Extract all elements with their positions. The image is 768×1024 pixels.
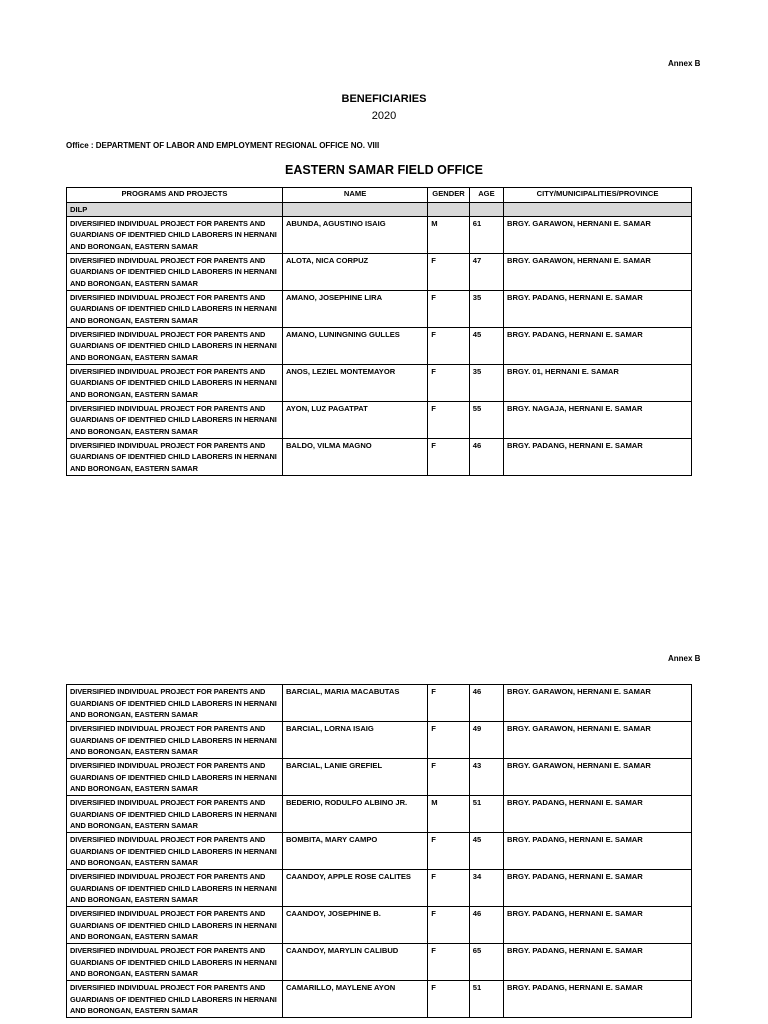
gender-cell: F [428, 907, 470, 944]
location-cell: BRGY. PADANG, HERNANI E. SAMAR [504, 833, 692, 870]
program-cell: DIVERSIFIED INDIVIDUAL PROJECT FOR PARENTS AND GUARDIANS OF IDENTFIED CHILD LABORERS IN HERNANI AND BORONGAN, EASTERN SAMAR [67, 685, 283, 722]
program-cell: DIVERSIFIED INDIVIDUAL PROJECT FOR PARENTS AND GUARDIANS OF IDENTFIED CHILD LABORERS IN HERNANI AND BORONGAN, EASTERN SAMAR [67, 759, 283, 796]
location-cell: BRGY. PADANG, HERNANI E. SAMAR [504, 796, 692, 833]
table-row [67, 685, 692, 722]
gender-cell: F [428, 870, 470, 907]
name-cell: AMANO, JOSEPHINE LIRA [282, 290, 427, 327]
location-cell: BRGY. PADANG, HERNANI E. SAMAR [504, 438, 692, 475]
table-row [67, 796, 692, 833]
name-cell: BARCIAL, LORNA ISAIG [282, 722, 427, 759]
table-row [67, 290, 692, 327]
location-cell: BRGY. 01, HERNANI E. SAMAR [504, 364, 692, 401]
header-programs: PROGRAMS AND PROJECTS [67, 188, 283, 203]
table-row [67, 216, 692, 253]
program-cell: DIVERSIFIED INDIVIDUAL PROJECT FOR PARENTS AND GUARDIANS OF IDENTFIED CHILD LABORERS IN HERNANI AND BORONGAN, EASTERN SAMAR [67, 870, 283, 907]
name-cell: CAANDOY, MARYLIN CALIBUD [282, 944, 427, 981]
gender-cell: F [428, 253, 470, 290]
gender-cell: F [428, 401, 470, 438]
age-cell: 45 [469, 833, 503, 870]
table-row [67, 327, 692, 364]
table-row [67, 833, 692, 870]
table-row [67, 907, 692, 944]
age-cell: 46 [469, 907, 503, 944]
gender-cell: F [428, 364, 470, 401]
location-cell: BRGY. PADANG, HERNANI E. SAMAR [504, 981, 692, 1018]
program-cell: DIVERSIFIED INDIVIDUAL PROJECT FOR PARENTS AND GUARDIANS OF IDENTFIED CHILD LABORERS IN HERNANI AND BORONGAN, EASTERN SAMAR [67, 907, 283, 944]
document-year: 2020 [371, 110, 397, 122]
name-cell: CAANDOY, APPLE ROSE CALITES [282, 870, 427, 907]
program-cell: DIVERSIFIED INDIVIDUAL PROJECT FOR PARENTS AND GUARDIANS OF IDENTFIED CHILD LABORERS IN HERNANI AND BORONGAN, EASTERN SAMAR [67, 833, 283, 870]
name-cell: BARCIAL, LANIE GREFIEL [282, 759, 427, 796]
program-cell: DIVERSIFIED INDIVIDUAL PROJECT FOR PARENTS AND GUARDIANS OF IDENTFIED CHILD LABORERS IN HERNANI AND BORONGAN, EASTERN SAMAR [67, 364, 283, 401]
location-cell: BRGY. PADANG, HERNANI E. SAMAR [504, 907, 692, 944]
name-cell: CAMARILLO, MAYLENE AYON [282, 981, 427, 1018]
name-cell: ALOTA, NICA CORPUZ [282, 253, 427, 290]
gender-cell: F [428, 438, 470, 475]
location-cell: BRGY. PADANG, HERNANI E. SAMAR [504, 870, 692, 907]
gender-cell: F [428, 759, 470, 796]
location-cell: BRGY. PADANG, HERNANI E. SAMAR [504, 944, 692, 981]
location-cell: BRGY. GARAWON, HERNANI E. SAMAR [504, 685, 692, 722]
program-cell: DIVERSIFIED INDIVIDUAL PROJECT FOR PARENTS AND GUARDIANS OF IDENTFIED CHILD LABORERS IN HERNANI AND BORONGAN, EASTERN SAMAR [67, 401, 283, 438]
name-cell: ABUNDA, AGUSTINO ISAIG [282, 216, 427, 253]
table-row [67, 981, 692, 1018]
beneficiaries-table [66, 187, 692, 476]
program-cell: DIVERSIFIED INDIVIDUAL PROJECT FOR PARENTS AND GUARDIANS OF IDENTFIED CHILD LABORERS IN HERNANI AND BORONGAN, EASTERN SAMAR [67, 290, 283, 327]
name-cell: BEDERIO, RODULFO ALBINO JR. [282, 796, 427, 833]
table-row [67, 364, 692, 401]
table-row [67, 253, 692, 290]
table-row [67, 759, 692, 796]
age-cell: 34 [469, 870, 503, 907]
name-cell: BOMBITA, MARY CAMPO [282, 833, 427, 870]
table-row [67, 944, 692, 981]
gender-cell: M [428, 796, 470, 833]
program-cell: DIVERSIFIED INDIVIDUAL PROJECT FOR PARENTS AND GUARDIANS OF IDENTFIED CHILD LABORERS IN HERNANI AND BORONGAN, EASTERN SAMAR [67, 253, 283, 290]
name-cell: AYON, LUZ PAGATPAT [282, 401, 427, 438]
header-gender: GENDER [428, 188, 470, 203]
header-age: AGE [469, 188, 503, 203]
gender-cell: F [428, 833, 470, 870]
gender-cell: F [428, 290, 470, 327]
age-cell: 43 [469, 759, 503, 796]
program-cell: DIVERSIFIED INDIVIDUAL PROJECT FOR PARENTS AND GUARDIANS OF IDENTFIED CHILD LABORERS IN HERNANI AND BORONGAN, EASTERN SAMAR [67, 796, 283, 833]
program-cell: DIVERSIFIED INDIVIDUAL PROJECT FOR PARENTS AND GUARDIANS OF IDENTFIED CHILD LABORERS IN HERNANI AND BORONGAN, EASTERN SAMAR [67, 438, 283, 475]
location-cell: BRGY. PADANG, HERNANI E. SAMAR [504, 327, 692, 364]
office-line: Office : DEPARTMENT OF LABOR AND EMPLOYMENT REGIONAL OFFICE NO. VIII [66, 141, 380, 150]
header-name: NAME [282, 188, 427, 203]
gender-cell: F [428, 327, 470, 364]
program-cell: DIVERSIFIED INDIVIDUAL PROJECT FOR PARENTS AND GUARDIANS OF IDENTFIED CHILD LABORERS IN HERNANI AND BORONGAN, EASTERN SAMAR [67, 216, 283, 253]
gender-cell: M [428, 216, 470, 253]
age-cell: 61 [469, 216, 503, 253]
program-cell: DIVERSIFIED INDIVIDUAL PROJECT FOR PARENTS AND GUARDIANS OF IDENTFIED CHILD LABORERS IN HERNANI AND BORONGAN, EASTERN SAMAR [67, 944, 283, 981]
gender-cell: F [428, 685, 470, 722]
age-cell: 47 [469, 253, 503, 290]
table-header-row [67, 188, 692, 203]
age-cell: 35 [469, 290, 503, 327]
program-cell: DIVERSIFIED INDIVIDUAL PROJECT FOR PARENTS AND GUARDIANS OF IDENTFIED CHILD LABORERS IN HERNANI AND BORONGAN, EASTERN SAMAR [67, 327, 283, 364]
program-cell: DIVERSIFIED INDIVIDUAL PROJECT FOR PARENTS AND GUARDIANS OF IDENTFIED CHILD LABORERS IN HERNANI AND BORONGAN, EASTERN SAMAR [67, 981, 283, 1018]
annex-label: Annex B [668, 59, 701, 68]
location-cell: BRGY. GARAWON, HERNANI E. SAMAR [504, 216, 692, 253]
age-cell: 35 [469, 364, 503, 401]
age-cell: 45 [469, 327, 503, 364]
name-cell: AMANO, LUNINGNING GULLES [282, 327, 427, 364]
header-location: CITY/MUNICIPALITIES/PROVINCE [504, 188, 692, 203]
age-cell: 51 [469, 796, 503, 833]
age-cell: 49 [469, 722, 503, 759]
age-cell: 65 [469, 944, 503, 981]
location-cell: BRGY. NAGAJA, HERNANI E. SAMAR [504, 401, 692, 438]
program-cell: DIVERSIFIED INDIVIDUAL PROJECT FOR PARENTS AND GUARDIANS OF IDENTFIED CHILD LABORERS IN HERNANI AND BORONGAN, EASTERN SAMAR [67, 722, 283, 759]
table-row [67, 722, 692, 759]
beneficiaries-table-continued [66, 684, 692, 1018]
table-row [67, 401, 692, 438]
document-title: BENEFICIARIES [341, 93, 427, 105]
location-cell: BRGY. GARAWON, HERNANI E. SAMAR [504, 722, 692, 759]
name-cell: CAANDOY, JOSEPHINE B. [282, 907, 427, 944]
location-cell: BRGY. PADANG, HERNANI E. SAMAR [504, 290, 692, 327]
gender-cell: F [428, 944, 470, 981]
age-cell: 51 [469, 981, 503, 1018]
age-cell: 46 [469, 685, 503, 722]
age-cell: 46 [469, 438, 503, 475]
location-cell: BRGY. GARAWON, HERNANI E. SAMAR [504, 759, 692, 796]
gender-cell: F [428, 981, 470, 1018]
name-cell: ANOS, LEZIEL MONTEMAYOR [282, 364, 427, 401]
name-cell: BALDO, VILMA MAGNO [282, 438, 427, 475]
section-label: DILP [67, 203, 283, 217]
field-office-heading: EASTERN SAMAR FIELD OFFICE [285, 163, 483, 177]
location-cell: BRGY. GARAWON, HERNANI E. SAMAR [504, 253, 692, 290]
age-cell: 55 [469, 401, 503, 438]
table-row [67, 438, 692, 475]
annex-label-page2: Annex B [668, 654, 701, 663]
gender-cell: F [428, 722, 470, 759]
section-row [67, 203, 692, 217]
name-cell: BARCIAL, MARIA MACABUTAS [282, 685, 427, 722]
table-row [67, 870, 692, 907]
